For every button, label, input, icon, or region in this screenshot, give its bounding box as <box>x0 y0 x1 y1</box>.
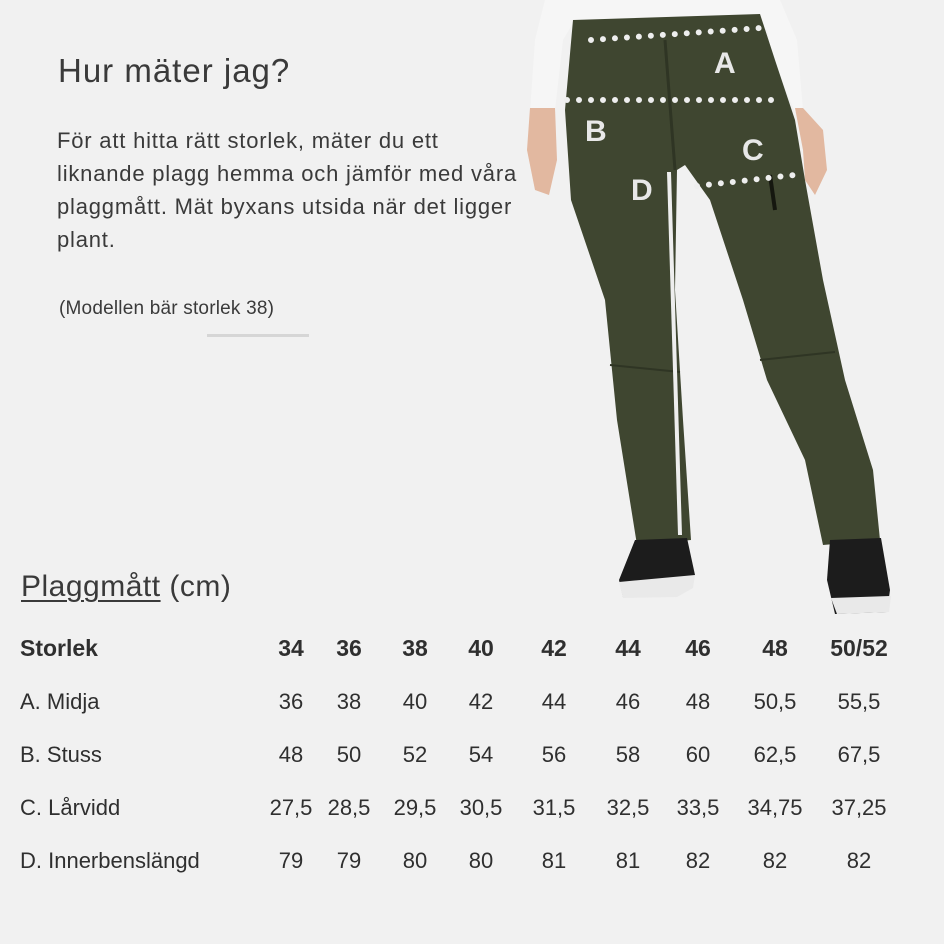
table-cell: 36 <box>278 688 304 714</box>
row-label: B. Stuss <box>20 741 102 767</box>
table-cell: 27,5 <box>269 794 313 820</box>
size-header-label: Storlek <box>20 635 98 661</box>
page-title: Hur mäter jag? <box>58 52 291 89</box>
row-label: C. Lårvidd <box>20 794 121 820</box>
table-cell: 82 <box>685 847 711 873</box>
table-row-thigh <box>18 781 900 834</box>
table-cell: 80 <box>402 847 428 873</box>
measure-label-b: B <box>585 115 607 148</box>
table-cell: 50,5 <box>753 688 797 714</box>
table-cell: 44 <box>541 688 567 714</box>
table-cell: 62,5 <box>753 741 797 767</box>
pants <box>565 14 880 545</box>
table-cell: 40 <box>402 688 428 714</box>
table-cell: 55,5 <box>837 688 881 714</box>
size-table-title-main: Plaggmått <box>21 570 161 603</box>
size-table <box>18 622 900 887</box>
intro-text: För att hitta rätt storlek, mäter du ett liknande plagg hemma och jämför med våra plaggmått. Mät byxans utsida när det ligger plant. <box>57 128 518 252</box>
table-cell: 42 <box>468 688 494 714</box>
table-cell: 82 <box>846 847 872 873</box>
size-col-header: 48 <box>762 635 788 661</box>
table-cell: 32,5 <box>606 794 650 820</box>
model-size-note: (Modellen bär storlek 38) <box>59 298 275 319</box>
right-shoe-sole <box>831 596 891 614</box>
size-table-title <box>21 570 231 604</box>
size-col-header: 46 <box>685 635 711 661</box>
product-measurement-illustration <box>505 0 944 630</box>
size-header-row <box>18 622 900 675</box>
table-cell: 46 <box>615 688 641 714</box>
table-cell: 33,5 <box>676 794 720 820</box>
row-label: A. Midja <box>20 688 100 714</box>
table-cell: 50 <box>336 741 362 767</box>
table-cell: 52 <box>402 741 428 767</box>
table-cell: 82 <box>762 847 788 873</box>
table-row-waist <box>18 675 900 728</box>
table-row-hip <box>18 728 900 781</box>
table-cell: 79 <box>278 847 304 873</box>
measure-label-c: C <box>742 134 764 167</box>
row-label: D. Innerbenslängd <box>20 847 200 873</box>
table-cell: 60 <box>685 741 711 767</box>
table-cell: 81 <box>541 847 567 873</box>
table-cell: 80 <box>468 847 494 873</box>
measure-label-d: D <box>631 174 653 207</box>
size-col-header: 42 <box>541 635 567 661</box>
table-cell: 30,5 <box>459 794 503 820</box>
table-cell: 48 <box>685 688 711 714</box>
size-col-header: 50/52 <box>830 635 888 661</box>
table-cell: 81 <box>615 847 641 873</box>
left-hand <box>527 108 557 195</box>
table-cell: 48 <box>278 741 304 767</box>
size-col-header: 36 <box>336 635 362 661</box>
table-row-inseam <box>18 834 900 887</box>
table-cell: 58 <box>615 741 641 767</box>
size-col-header: 40 <box>468 635 494 661</box>
table-cell: 79 <box>336 847 362 873</box>
table-cell: 37,25 <box>831 794 887 820</box>
size-col-header: 34 <box>278 635 304 661</box>
table-cell: 28,5 <box>327 794 371 820</box>
size-table-title-unit: (cm) <box>160 570 232 603</box>
table-cell: 29,5 <box>393 794 437 820</box>
table-cell: 67,5 <box>837 741 881 767</box>
table-cell: 54 <box>468 741 494 767</box>
divider <box>207 334 309 337</box>
size-col-header: 44 <box>615 635 641 661</box>
table-cell: 38 <box>336 688 362 714</box>
size-col-header: 38 <box>402 635 428 661</box>
table-cell: 34,75 <box>747 794 803 820</box>
table-cell: 56 <box>541 741 567 767</box>
measure-label-a: A <box>714 47 736 80</box>
table-cell: 31,5 <box>532 794 576 820</box>
